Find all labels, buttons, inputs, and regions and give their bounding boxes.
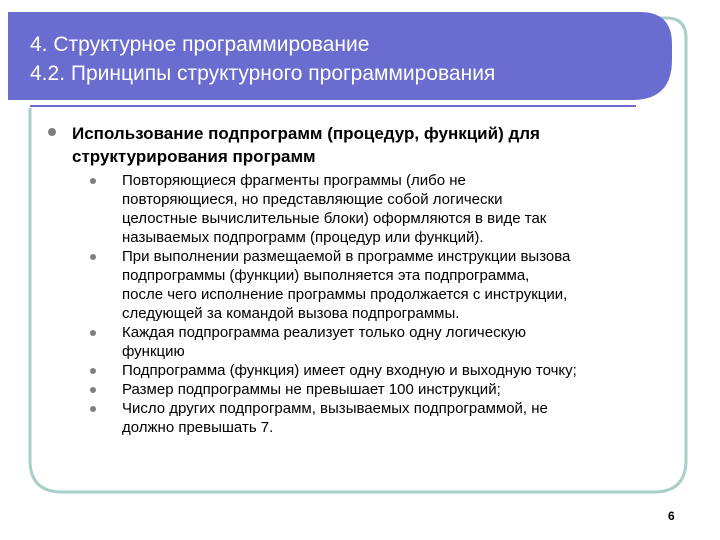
list-item-line: целостные вычислительные блоки) оформляются в виде так bbox=[122, 210, 547, 227]
main-bullet-line-1: Использование подпрограмм (процедур, функций) для bbox=[72, 124, 540, 143]
list-item-line: При выполнении размещаемой в программе инструкции вызова bbox=[122, 248, 571, 265]
list-item-line: повторяющиеся, но представляющие собой логически bbox=[122, 191, 503, 208]
list-item-line: функцию bbox=[122, 343, 185, 360]
main-bullet bbox=[48, 122, 648, 168]
bullet-icon bbox=[90, 406, 96, 412]
list-item bbox=[88, 323, 688, 361]
bullet-icon bbox=[90, 254, 96, 260]
list-item bbox=[88, 247, 688, 323]
list-item-line: Каждая подпрограмма реализует только одну логическую bbox=[122, 324, 527, 341]
list-item-line: Число других подпрограмм, вызываемых подпрограммой, не bbox=[122, 400, 548, 417]
sub-bullet-list bbox=[88, 171, 688, 437]
page-number: 6 bbox=[668, 509, 675, 523]
list-item-line: после чего исполнение программы продолжается с инструкции, bbox=[122, 286, 568, 303]
bullet-icon bbox=[90, 387, 96, 393]
list-item bbox=[88, 171, 688, 247]
list-item-line: называемых подпрограмм (процедур или функций). bbox=[122, 229, 484, 246]
list-item-line: Размер подпрограммы не превышает 100 инструкций; bbox=[122, 381, 501, 398]
title-line-2: 4.2. Принципы структурного программирования bbox=[30, 62, 496, 85]
list-item-line: должно превышать 7. bbox=[122, 419, 274, 436]
list-item-line: Подпрограмма (функция) имеет одну входную и выходную точку; bbox=[122, 362, 577, 379]
bullet-icon bbox=[90, 330, 96, 336]
bullet-icon bbox=[48, 128, 56, 136]
bullet-icon bbox=[90, 368, 96, 374]
list-item-line: подпрограммы (функции) выполняется эта подпрограмма, bbox=[122, 267, 530, 284]
title-line-1: 4. Структурное программирование bbox=[30, 33, 370, 56]
list-item bbox=[88, 399, 688, 437]
bullet-icon bbox=[90, 178, 96, 184]
list-item bbox=[88, 380, 688, 399]
list-item-line: Повторяющиеся фрагменты программы (либо не bbox=[122, 172, 466, 189]
main-bullet-line-2: структурирования программ bbox=[72, 147, 316, 166]
list-item-line: следующей за командой вызова подпрограммы. bbox=[122, 305, 460, 322]
slide-title bbox=[30, 30, 495, 88]
list-item bbox=[88, 361, 688, 380]
